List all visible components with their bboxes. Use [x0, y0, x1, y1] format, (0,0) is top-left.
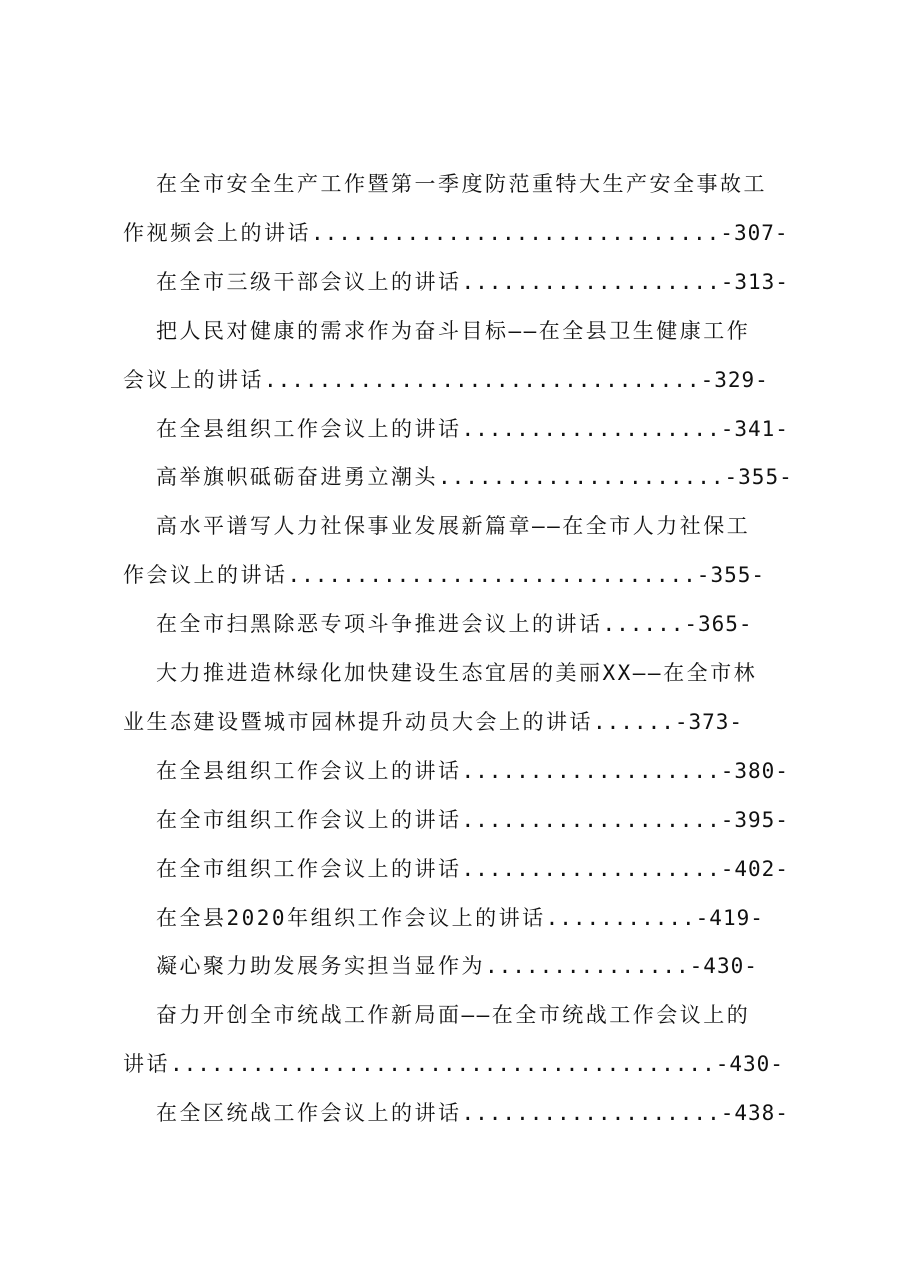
toc-entry-title: 会议上的讲话	[123, 367, 264, 392]
toc-page-number: -395-	[720, 807, 789, 832]
toc-page-number: -430-	[689, 954, 758, 979]
toc-entry-line	[0, 948, 909, 984]
toc-page-number: -373-	[674, 709, 744, 734]
toc-entry-title: 把人民对健康的需求作为奋斗目标——在全县卫生健康工作	[156, 318, 751, 343]
toc-entry-title: 大力推进造林绿化加快建设生态宜居的美丽XX——在全市林	[156, 661, 758, 685]
toc-entry-line	[0, 411, 909, 447]
toc-entry-title: 作视频会上的讲话	[123, 220, 311, 245]
toc-leader-dots: ...................	[461, 807, 721, 832]
toc-entry-line	[0, 1046, 909, 1082]
toc-leader-dots: ...................	[461, 1101, 721, 1126]
toc-leader-dots: ...................	[461, 758, 721, 783]
toc-page-number: -307-	[720, 220, 789, 245]
toc-page-number: -313-	[720, 269, 789, 294]
toc-entry-line	[0, 264, 909, 300]
toc-leader-dots: ...................	[461, 416, 721, 441]
toc-entry-title: 讲话	[123, 1052, 170, 1077]
toc-entry-line	[0, 362, 909, 398]
toc-entry-line	[0, 166, 909, 202]
toc-leader-dots: ...........	[545, 905, 696, 930]
toc-entry-title: 在全区统战工作会议上的讲话	[156, 1101, 462, 1126]
toc-entry-title: 在全县组织工作会议上的讲话	[156, 758, 462, 783]
toc-entry-line	[0, 655, 909, 691]
toc-entry-line	[0, 851, 909, 887]
toc-page-number: -430-	[715, 1052, 784, 1077]
toc-entry-line	[0, 459, 909, 495]
toc-entry-title: 高水平谱写人力社保事业发展新篇章——在全市人力社保工	[156, 514, 751, 539]
toc-leader-dots: ...................	[461, 269, 721, 294]
toc-leader-dots: ......	[593, 709, 675, 734]
toc-entry-title: 凝心聚力助发展务实担当显作为	[156, 954, 485, 979]
toc-entry-title: 奋力开创全市统战工作新局面——在全市统战工作会议上的	[156, 1003, 751, 1028]
toc-entry-title: 在全市扫黑除恶专项斗争推进会议上的讲话	[156, 612, 603, 637]
toc-entry-title: 作会议上的讲话	[123, 563, 288, 588]
toc-entry-title: 高举旗帜砥砺奋进勇立潮头	[156, 465, 438, 490]
toc-leader-dots: ..............................	[287, 563, 697, 588]
toc-entry-title: 在全市组织工作会议上的讲话	[156, 807, 462, 832]
toc-leader-dots: ...............	[485, 954, 690, 979]
toc-page-number: -419-	[695, 905, 764, 930]
toc-entry-line	[0, 900, 909, 936]
toc-page-number: -380-	[720, 758, 789, 783]
toc-page-number: -329-	[700, 367, 769, 392]
toc-entry-title: 在全县组织工作会议上的讲话	[156, 416, 462, 441]
toc-entry-line	[0, 557, 909, 593]
toc-entry-title: 在全市组织工作会议上的讲话	[156, 856, 462, 881]
toc-entry-line	[0, 313, 909, 349]
toc-entry-line	[0, 753, 909, 789]
toc-entry-line	[0, 606, 909, 642]
toc-leader-dots: ...................	[461, 856, 721, 881]
toc-page-number: -355-	[724, 465, 793, 490]
toc-entry-line	[0, 215, 909, 251]
toc-leader-dots: ................................	[264, 367, 701, 392]
toc-entry-line	[0, 704, 909, 740]
toc-entry-title: 业生态建设暨城市园林提升动员大会上的讲话	[123, 709, 593, 734]
toc-entry-title: 在全市三级干部会议上的讲话	[156, 269, 462, 294]
toc-entry-line	[0, 997, 909, 1033]
toc-leader-dots: ..............................	[311, 220, 721, 245]
toc-page-number: -341-	[720, 416, 789, 441]
toc-page-number: -402-	[720, 856, 789, 881]
toc-page-number: -365-	[684, 612, 753, 637]
toc-leader-dots: ........................................	[170, 1052, 716, 1077]
toc-entry-line	[0, 508, 909, 544]
toc-page-number: -355-	[696, 563, 766, 588]
toc-leader-dots: ......	[602, 612, 685, 637]
toc-entry-title: 在全县2020年组织工作会议上的讲话	[156, 905, 546, 930]
toc-entry-line	[0, 1095, 909, 1131]
toc-entry-title: 在全市安全生产工作暨第一季度防范重特大生产安全事故工	[156, 172, 767, 196]
toc-page-number: -438-	[720, 1101, 789, 1126]
toc-leader-dots: .....................	[438, 465, 725, 490]
toc-entry-line	[0, 802, 909, 838]
